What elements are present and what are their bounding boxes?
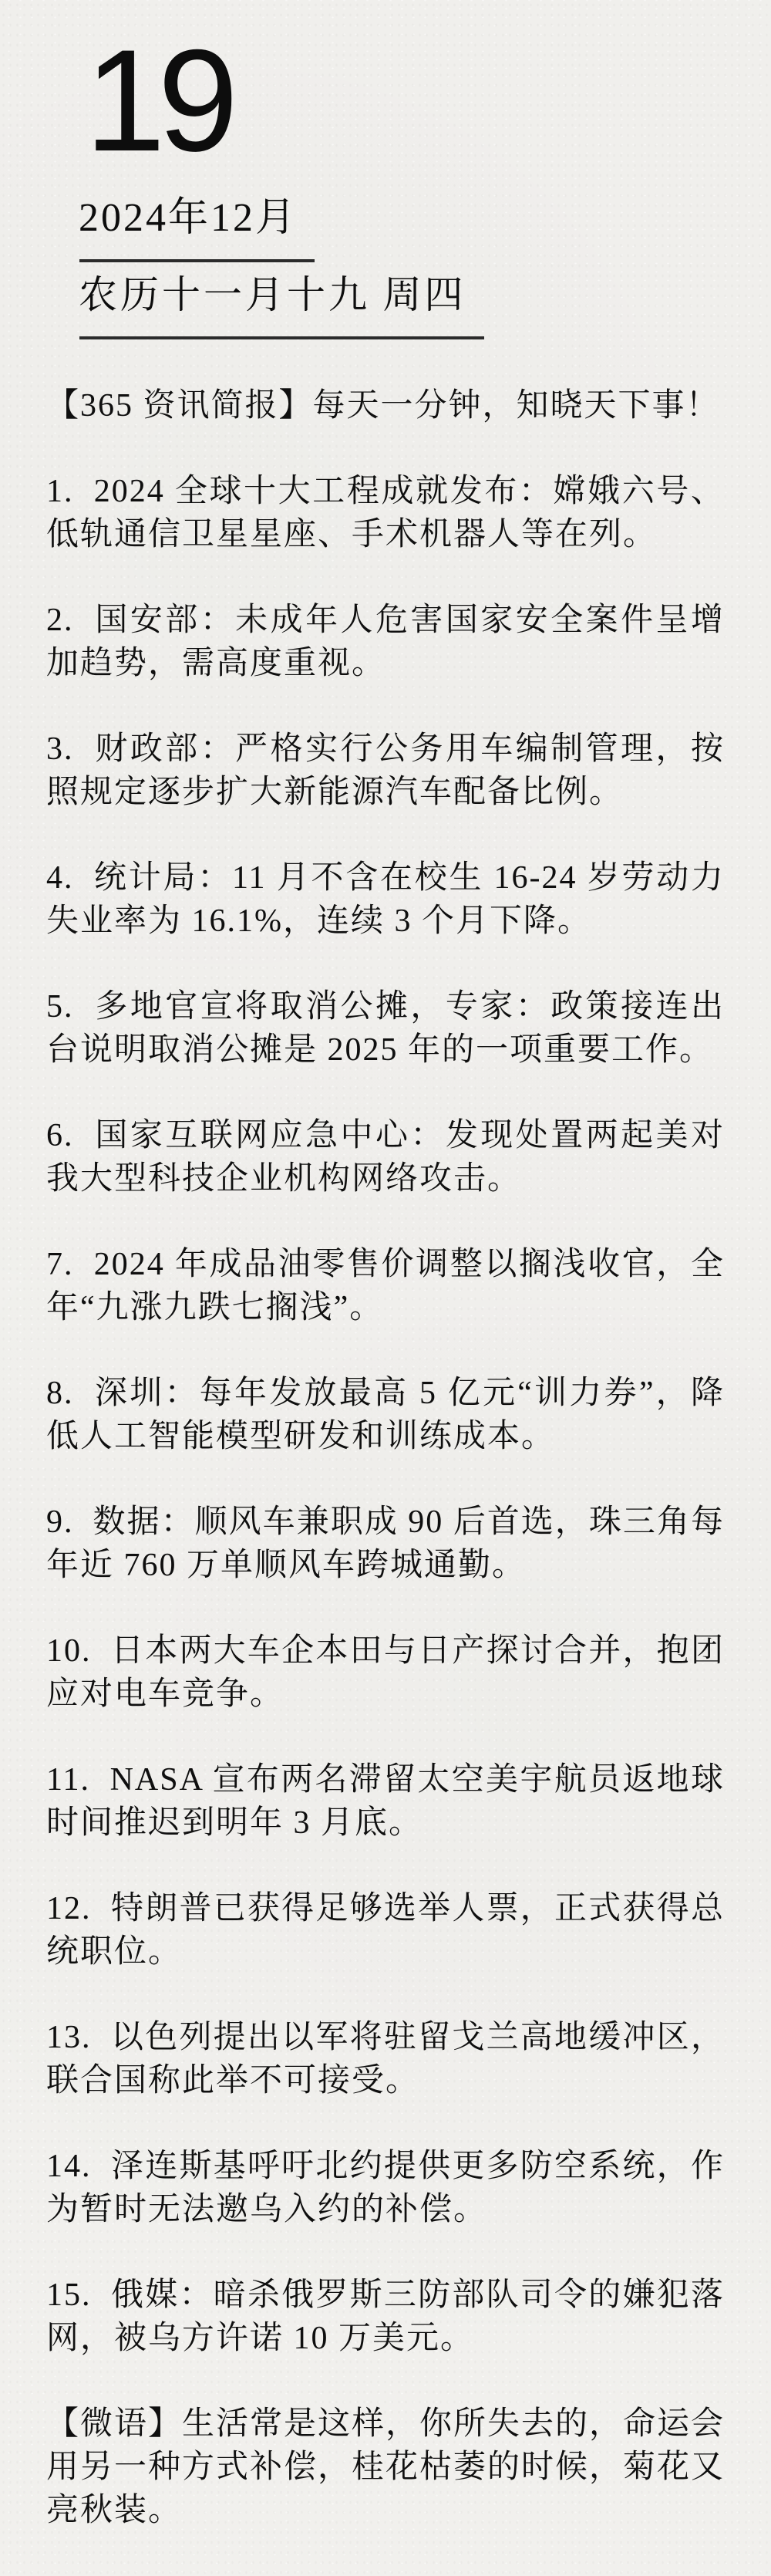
news-item: 2. 国安部：未成年人危害国家安全案件呈增加趋势，需高度重视。 (46, 603, 725, 681)
news-item: 14. 泽连斯基呼吁北约提供更多防空系统，作为暂时无法邀乌入约的补偿。 (46, 2149, 725, 2227)
briefing-footer-quote: 【微语】生活常是这样，你所失去的，命运会用另一种方式补偿，桂花枯萎的时候，菊花又亮秋装。 (46, 2406, 726, 2528)
news-item: 1. 2024 全球十大工程成就发布：嫦娥六号、低轨通信卫星星座、手术机器人等在列。 (46, 474, 725, 552)
calendar-month: 2024年12月 (79, 196, 298, 240)
briefing-title: 【365 资讯简报】每天一分钟，知晓天下事！ (46, 388, 720, 424)
news-item: 11. NASA 宣布两名滞留太空美宇航员返地球时间推迟到明年 3 月底。 (46, 1762, 725, 1841)
divider-under-lunar (79, 336, 484, 339)
news-item: 4. 统计局：11 月不含在校生 16-24 岁劳动力失业率为 16.1%，连续 3 个月下降。 (46, 860, 725, 939)
news-item: 6. 国家互联网应急中心：发现处置两起美对我大型科技企业机构网络攻击。 (46, 1118, 725, 1197)
calendar-day: 19 (85, 19, 231, 181)
news-item: 13. 以色列提出以军将驻留戈兰高地缓冲区，联合国称此举不可接受。 (46, 2020, 725, 2098)
news-item: 7. 2024 年成品油零售价调整以搁浅收官，全年“九涨九跌七搁浅”。 (46, 1247, 725, 1325)
calendar-lunar-weekday: 农历十一月十九 周四 (79, 273, 466, 316)
news-item: 8. 深圳：每年发放最高 5 亿元“训力券”，降低人工智能模型研发和训练成本。 (46, 1376, 725, 1454)
news-item: 15. 俄媒：暗杀俄罗斯三防部队司令的嫌犯落网，被乌方许诺 10 万美元。 (46, 2277, 725, 2356)
news-item: 3. 财政部：严格实行公务用车编制管理，按照规定逐步扩大新能源汽车配备比例。 (46, 731, 725, 810)
news-item: 12. 特朗普已获得足够选举人票，正式获得总统职位。 (46, 1891, 725, 1970)
news-item: 10. 日本两大车企本田与日产探讨合并，抱团应对电车竞争。 (46, 1633, 725, 1712)
news-item: 5. 多地官宣将取消公摊，专家：政策接连出台说明取消公摊是 2025 年的一项重要工作。 (46, 989, 725, 1068)
briefing-body (46, 384, 725, 2532)
divider-under-month (79, 259, 315, 262)
news-item: 9. 数据：顺风车兼职成 90 后首选，珠三角每年近 760 万单顺风车跨城通勤。 (46, 1504, 725, 1583)
